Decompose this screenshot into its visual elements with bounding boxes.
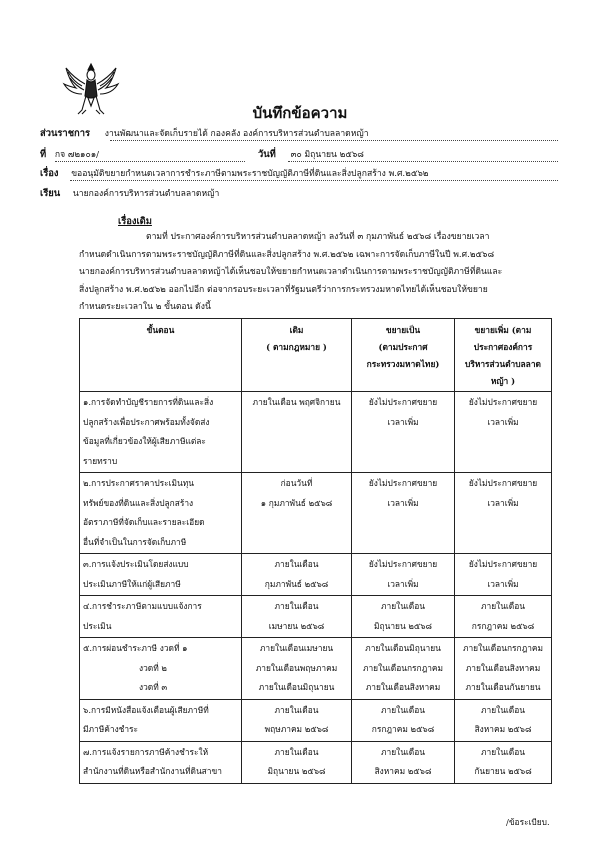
- date-value: ๓๐ มิถุนายน ๒๕๖๘: [290, 150, 364, 160]
- table-row: [80, 741, 552, 783]
- to-row: [40, 186, 219, 201]
- body-line-4: สิ่งปลูกสร้าง พ.ศ.๒๕๖๒ ออกไปอีก ต่อจากรอบระยะเวลาที่รัฐมนตรีว่าการกระทรวงมหาดไทยได้เห็นชอบให้ขยาย: [79, 285, 488, 295]
- step-cell: ๗.การแจ้งรายการภาษีค้างชำระให้ สำนักงานที่ดินหรือสำนักงานที่ดินสาขา: [80, 741, 242, 783]
- schedule-table: [79, 318, 552, 784]
- table-row: [80, 596, 552, 638]
- table-row: [80, 554, 552, 596]
- memo-title: บันทึกข้อความ: [252, 104, 348, 122]
- agency-row: [40, 126, 369, 141]
- subject-label: เรื่อง: [40, 168, 59, 179]
- agency-value: งานพัฒนาและจัดเก็บรายได้ กองคลัง องค์การบริหารส่วนตำบลลาดหญ้า: [104, 129, 369, 139]
- table-row: [80, 699, 552, 741]
- original-cell: ภายในเดือน พฤศจิกายน: [242, 392, 352, 473]
- date-row: [258, 147, 364, 162]
- original-cell: ภายในเดือน กุมภาพันธ์ ๒๕๖๘: [242, 554, 352, 596]
- agency-label: ส่วนราชการ: [40, 128, 91, 139]
- table-row: [80, 392, 552, 473]
- extended-cell: ยังไม่ประกาศขยาย เวลาเพิ่ม: [352, 392, 455, 473]
- body-line-2: กำหนดดำเนินการตามพระราชบัญญัติภาษีที่ดินและสิ่งปลูกสร้าง พ.ศ.๒๕๖๒ เฉพาะการจัดเก็บภาษีในปี พ.ศ.๒๕๖๘: [79, 250, 495, 260]
- date-label: วันที่: [258, 149, 276, 160]
- continuation-text: /ข้อระเบียบ.: [506, 817, 550, 827]
- extended-more-cell: ยังไม่ประกาศขยาย เวลาเพิ่ม: [455, 392, 552, 473]
- table-header-row: [80, 319, 552, 392]
- to-value: นายกองค์การบริหารส่วนตำบลลาดหญ้า: [72, 189, 220, 199]
- extended-more-cell: ภายในเดือน กันยายน ๒๕๖๘: [455, 741, 552, 783]
- subject-value: ขออนุมัติขยายกำหนดเวลาการชำระภาษีตามพระราชบัญญัติภาษีที่ดินและสิ่งปลูกสร้าง พ.ศ.๒๕๖๒: [71, 169, 429, 179]
- body-line-1: ตามที่ ประกาศองค์การบริหารส่วนตำบลลาดหญ้า ลงวันที่ ๓ กุมภาพันธ์ ๒๕๖๘ เรื่องขยายเวลา: [146, 232, 490, 242]
- step-cell: ๓.การแจ้งประเมินโดยส่งแบบ ประเมินภาษีให้แก่ผู้เสียภาษี: [80, 554, 242, 596]
- section-heading: เรื่องเดิม: [118, 216, 152, 227]
- ref-row: [40, 147, 99, 162]
- extended-cell: ยังไม่ประกาศขยาย เวลาเพิ่ม: [352, 473, 455, 554]
- extended-more-cell: ยังไม่ประกาศขยาย เวลาเพิ่ม: [455, 554, 552, 596]
- step-cell: ๒.การประกาศราคาประเมินทุน ทรัพย์ของที่ดินและสิ่งปลูกสร้าง อัตราภาษีที่จัดเก็บและรายละเอียด อื่นที่จำเป็นในการจัดเก็บภาษี: [80, 473, 242, 554]
- step-cell: ๔.การชำระภาษีตามแบบแจ้งการ ประเมิน: [80, 596, 242, 638]
- date-dotline: [288, 161, 558, 162]
- extended-cell: ภายในเดือน มิถุนายน ๒๕๖๘: [352, 596, 455, 638]
- original-cell: ภายในเดือน มิถุนายน ๒๕๖๘: [242, 741, 352, 783]
- ref-dotline: [55, 161, 245, 162]
- body-line-5: กำหนดระยะเวลาใน ๒ ขั้นตอน ดังนี้: [79, 302, 211, 312]
- agency-dotline: [110, 140, 558, 141]
- table-row: [80, 473, 552, 554]
- step-cell: ๕.การผ่อนชำระภาษี งวดที่ ๑ งวดที่ ๒ งวดที่ ๓: [80, 638, 242, 700]
- subject-dotline: [70, 180, 558, 181]
- table-row: [80, 638, 552, 700]
- extended-cell: ยังไม่ประกาศขยาย เวลาเพิ่ม: [352, 554, 455, 596]
- to-label: เรียน: [40, 188, 61, 199]
- step-cell: ๑.การจัดทำบัญชีรายการที่ดินและสิ่ง ปลูกสร้างเพื่อประกาศพร้อมทั้งจัดส่ง ข้อมูลที่เกี่ยวข้องให้ผู้เสียภาษีแต่ละ รายทราบ: [80, 392, 242, 473]
- extended-more-cell: ภายในเดือน กรกฎาคม ๒๕๖๘: [455, 596, 552, 638]
- step-cell: ๖.การมีหนังสือแจ้งเตือนผู้เสียภาษีที่ มีภาษีค้างชำระ: [80, 699, 242, 741]
- extended-more-cell: ภายในเดือน สิงหาคม ๒๕๖๘: [455, 699, 552, 741]
- ref-value: กจ ๗๒๑๐๑/: [54, 150, 100, 160]
- subject-row: [40, 166, 428, 181]
- body-line-3: นายกองค์การบริหารส่วนตำบลลาดหญ้าได้เห็นชอบให้ขยายกำหนดเวลาดำเนินการตามพระราชบัญญัติภาษีที่ดินและ: [79, 267, 503, 277]
- extended-cell: ภายในเดือน กรกฎาคม ๒๕๖๘: [352, 699, 455, 741]
- original-cell: ภายในเดือน เมษายน ๒๕๖๘: [242, 596, 352, 638]
- extended-cell: ภายในเดือนมิถุนายน ภายในเดือนกรกฎาคม ภายในเดือนสิงหาคม: [352, 638, 455, 700]
- extended-more-cell: ภายในเดือนกรกฎาคม ภายในเดือนสิงหาคม ภายในเดือนกันยายน: [455, 638, 552, 700]
- extended-cell: ภายในเดือน สิงหาคม ๒๕๖๘: [352, 741, 455, 783]
- header-extended-more: ขยายเพิ่ม (ตาม ประกาศองค์การ บริหารส่วนตำบลลาด หญ้า ): [455, 319, 552, 392]
- original-cell: ก่อนวันที่ ๑ กุมภาพันธ์ ๒๕๖๘: [242, 473, 352, 554]
- header-step: ขั้นตอน: [80, 319, 242, 392]
- extended-more-cell: ยังไม่ประกาศขยาย เวลาเพิ่ม: [455, 473, 552, 554]
- header-original: เดิม ( ตามกฎหมาย ): [242, 319, 352, 392]
- original-cell: ภายในเดือนเมษายน ภายในเดือนพฤษภาคม ภายในเดือนมิถุนายน: [242, 638, 352, 700]
- ref-label: ที่: [40, 149, 47, 160]
- original-cell: ภายในเดือน พฤษภาคม ๒๕๖๘: [242, 699, 352, 741]
- header-extended: ขยายเป็น (ตามประกาศ กระทรวงมหาดไทย): [352, 319, 455, 392]
